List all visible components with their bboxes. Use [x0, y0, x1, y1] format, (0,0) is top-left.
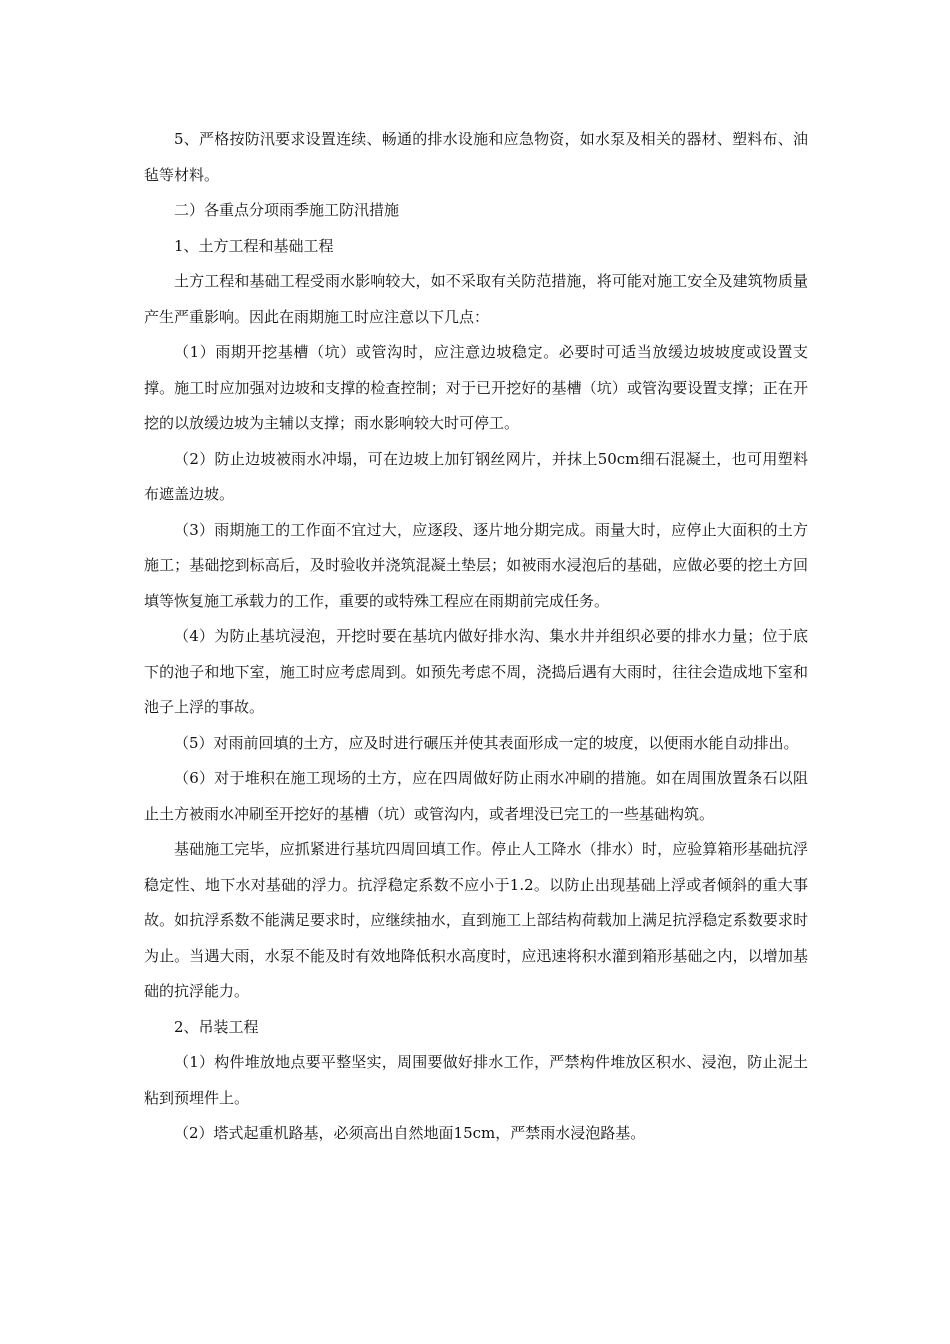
paragraph-hoisting-2: （2）塔式起重机路基，必须高出自然地面15cm，严禁雨水浸泡路基。 [174, 1124, 646, 1142]
subsection-heading-hoisting: 2、吊装工程 [174, 1017, 259, 1036]
paragraph-measure-2: （2）防止边坡被雨水冲塌，可在边坡上加钉钢丝网片，并抹上50cm细石混凝土，也可用塑料布遮盖边坡。 [144, 449, 808, 503]
paragraph-item-5: 5、严格按防汛要求设置连续、畅通的排水设施和应急物资，如水泵及相关的器材、塑料布、油毡等材料。 [144, 130, 808, 184]
subsection-heading-earthwork: 1、土方工程和基础工程 [174, 236, 334, 255]
section-heading-key-measures: 二）各重点分项雨季施工防汛措施 [174, 201, 400, 219]
paragraph-measure-5: （5）对雨前回填的土方，应及时进行碾压并使其表面形成一定的坡度，以便雨水能自动排出。 [174, 733, 799, 752]
paragraph-earthwork-intro: 土方工程和基础工程受雨水影响较大，如不采取有关防范措施，将可能对施工安全及建筑物质量产生严重影响。因此在雨期施工时应注意以下几点： [144, 272, 808, 326]
paragraph-hoisting-1: （1）构件堆放地点要平整坚实，周围要做好排水工作，严禁构件堆放区积水、浸泡，防止泥土粘到预埋件上。 [144, 1053, 808, 1107]
document-body [144, 122, 808, 1152]
paragraph-measure-3: （3）雨期施工的工作面不宜过大，应逐段、逐片地分期完成。雨量大时，应停止大面积的土方施工；基础挖到标高后，及时验收并浇筑混凝土垫层；如被雨水浸泡后的基础，应做必要的挖土方回填等恢复施工承载力的工作，重要的或特殊工程应在雨期前完成任务。 [144, 520, 808, 610]
paragraph-foundation-backfill: 基础施工完毕，应抓紧进行基坑四周回填工作。停止人工降水（排水）时，应验算箱形基础抗浮稳定性、地下水对基础的浮力。抗浮稳定系数不应小于1.2。以防止出现基础上浮或者倾斜的重大事故。如抗浮系数不能满足要求时，应继续抽水，直到施工上部结构荷载加上满足抗浮稳定系数要求时为止。当遇大雨，水泵不能及时有效地降低积水高度时，应迅速将积水灌到箱形基础之内，以增加基础的抗浮能力。 [144, 840, 808, 1000]
paragraph-measure-6: （6）对于堆积在施工现场的土方，应在四周做好防止雨水冲刷的措施。如在周围放置条石以阻止土方被雨水冲刷至开挖好的基槽（坑）或管沟内，或者埋没已完工的一些基础构筑。 [144, 769, 808, 823]
paragraph-measure-4: （4）为防止基坑浸泡，开挖时要在基坑内做好排水沟、集水井并组织必要的排水力量；位于底下的池子和地下室，施工时应考虑周到。如预先考虑不周，浇捣后遇有大雨时，往往会造成地下室和池子上浮的事故。 [144, 627, 808, 716]
paragraph-measure-1: （1）雨期开挖基槽（坑）或管沟时，应注意边坡稳定。必要时可适当放缓边坡坡度或设置支撑。施工时应加强对边坡和支撑的检查控制；对于已开挖好的基槽（坑）或管沟要设置支撑；正在开挖的以放缓边坡为主辅以支撑；雨水影响较大时可停工。 [144, 343, 808, 432]
